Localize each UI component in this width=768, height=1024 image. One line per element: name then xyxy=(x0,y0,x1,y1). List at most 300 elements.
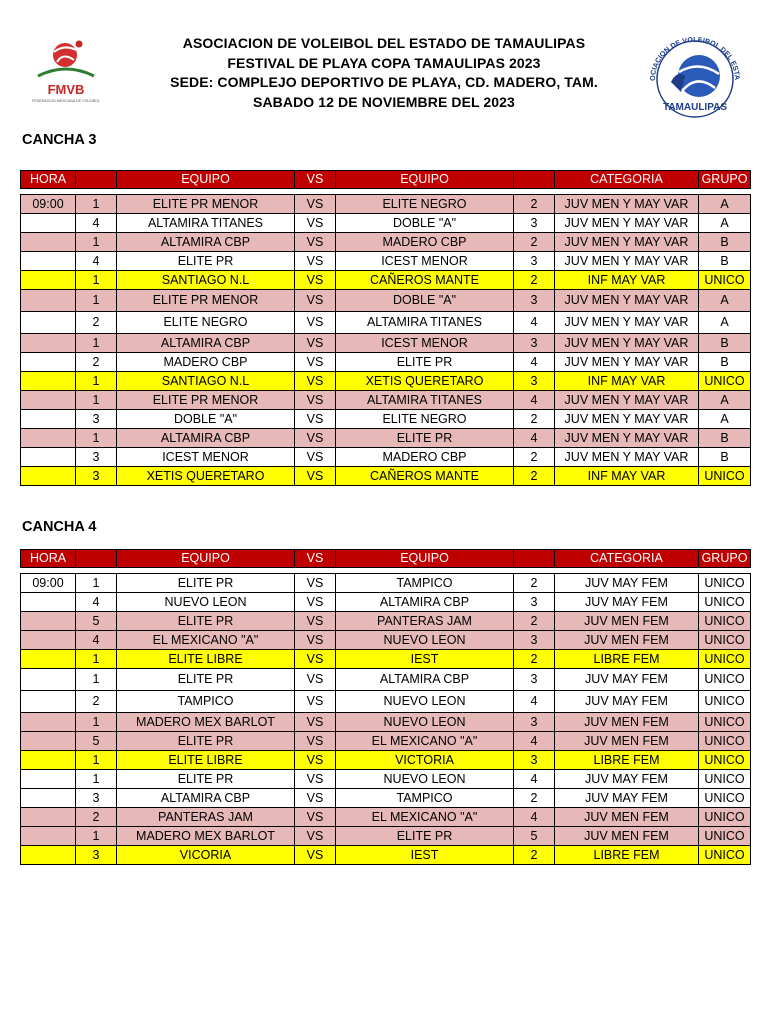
match-hora-cell xyxy=(21,669,76,691)
match-team2-cell: ALTAMIRA CBP xyxy=(336,593,514,612)
match-category-cell: JUV MEN FEM xyxy=(555,808,699,827)
match-team2-number-cell: 3 xyxy=(514,372,555,391)
match-team2-cell: ICEST MENOR xyxy=(336,334,514,353)
logo-tamaulipas-text: TAMAULIPAS xyxy=(662,102,728,113)
match-team1-number-cell: 5 xyxy=(76,612,117,631)
court-4-schedule-table xyxy=(20,549,751,865)
court-3-title: CANCHA 3 xyxy=(22,132,97,148)
match-row xyxy=(21,669,751,691)
match-hora-cell xyxy=(21,391,76,410)
match-vs-cell: VS xyxy=(295,808,336,827)
match-team2-cell: NUEVO LEON xyxy=(336,713,514,732)
match-team1-number-cell: 3 xyxy=(76,789,117,808)
match-category-cell: JUV MEN FEM xyxy=(555,612,699,631)
match-vs-cell: VS xyxy=(295,669,336,691)
match-team2-number-cell: 3 xyxy=(514,751,555,770)
column-header-team1-number xyxy=(76,550,117,568)
match-hora-cell xyxy=(21,334,76,353)
match-team2-number-cell: 2 xyxy=(514,650,555,669)
match-team1-number-cell: 5 xyxy=(76,732,117,751)
column-header-hora: HORA xyxy=(21,171,76,189)
match-category-cell: JUV MAY FEM xyxy=(555,789,699,808)
match-hora-cell: 09:00 xyxy=(21,195,76,214)
match-team1-cell: SANTIAGO N.L xyxy=(117,271,295,290)
match-team2-number-cell: 2 xyxy=(514,448,555,467)
match-team2-number-cell: 4 xyxy=(514,312,555,334)
match-group-cell: UNICO xyxy=(699,713,751,732)
match-team2-cell: MADERO CBP xyxy=(336,448,514,467)
match-hora-cell xyxy=(21,233,76,252)
match-group-cell: UNICO xyxy=(699,467,751,486)
match-team2-cell: ALTAMIRA TITANES xyxy=(336,391,514,410)
match-team2-number-cell: 4 xyxy=(514,353,555,372)
match-group-cell: UNICO xyxy=(699,846,751,865)
match-category-cell: JUV MEN FEM xyxy=(555,827,699,846)
match-category-cell: JUV MEN Y MAY VAR xyxy=(555,312,699,334)
match-category-cell: JUV MEN FEM xyxy=(555,732,699,751)
match-group-cell: B xyxy=(699,334,751,353)
match-category-cell: JUV MEN Y MAY VAR xyxy=(555,290,699,312)
match-team2-number-cell: 4 xyxy=(514,732,555,751)
match-vs-cell: VS xyxy=(295,770,336,789)
match-row xyxy=(21,770,751,789)
match-team2-cell: PANTERAS JAM xyxy=(336,612,514,631)
match-team1-cell: MADERO MEX BARLOT xyxy=(117,827,295,846)
match-vs-cell: VS xyxy=(295,391,336,410)
match-team1-cell: DOBLE "A" xyxy=(117,410,295,429)
match-team1-cell: EL MEXICANO "A" xyxy=(117,631,295,650)
match-row xyxy=(21,467,751,486)
match-team1-number-cell: 3 xyxy=(76,846,117,865)
match-team1-number-cell: 1 xyxy=(76,770,117,789)
column-header-team2-number xyxy=(514,550,555,568)
match-team2-cell: TAMPICO xyxy=(336,574,514,593)
header-association: ASOCIACION DE VOLEIBOL DEL ESTADO DE TAMAULIPAS xyxy=(182,35,586,51)
match-team1-cell: ELITE PR xyxy=(117,669,295,691)
match-category-cell: LIBRE FEM xyxy=(555,751,699,770)
match-group-cell: A xyxy=(699,410,751,429)
match-team2-number-cell: 3 xyxy=(514,713,555,732)
match-team2-number-cell: 2 xyxy=(514,574,555,593)
match-vs-cell: VS xyxy=(295,252,336,271)
match-vs-cell: VS xyxy=(295,448,336,467)
column-header-team1: EQUIPO xyxy=(117,171,295,189)
match-vs-cell: VS xyxy=(295,271,336,290)
match-vs-cell: VS xyxy=(295,691,336,713)
match-team2-number-cell: 3 xyxy=(514,669,555,691)
match-team1-number-cell: 4 xyxy=(76,252,117,271)
match-team1-cell: MADERO CBP xyxy=(117,353,295,372)
match-team2-number-cell: 2 xyxy=(514,271,555,290)
match-team2-cell: EL MEXICANO "A" xyxy=(336,808,514,827)
match-category-cell: JUV MEN Y MAY VAR xyxy=(555,391,699,410)
match-group-cell: B xyxy=(699,252,751,271)
match-team2-cell: IEST xyxy=(336,650,514,669)
match-row xyxy=(21,214,751,233)
match-category-cell: JUV MEN Y MAY VAR xyxy=(555,233,699,252)
match-row xyxy=(21,391,751,410)
match-team2-number-cell: 4 xyxy=(514,691,555,713)
match-team2-number-cell: 2 xyxy=(514,233,555,252)
table-header-row xyxy=(21,171,751,189)
document-header xyxy=(0,34,768,112)
match-hora-cell xyxy=(21,808,76,827)
match-team1-number-cell: 1 xyxy=(76,334,117,353)
match-group-cell: UNICO xyxy=(699,691,751,713)
match-team1-number-cell: 1 xyxy=(76,827,117,846)
match-hora-cell xyxy=(21,372,76,391)
match-team2-cell: ELITE PR xyxy=(336,827,514,846)
match-team1-number-cell: 2 xyxy=(76,312,117,334)
match-vs-cell: VS xyxy=(295,214,336,233)
column-header-category: CATEGORIA xyxy=(555,550,699,568)
match-hora-cell xyxy=(21,467,76,486)
match-team1-number-cell: 1 xyxy=(76,429,117,448)
match-team1-number-cell: 3 xyxy=(76,448,117,467)
match-row xyxy=(21,732,751,751)
match-row xyxy=(21,846,751,865)
match-hora-cell xyxy=(21,448,76,467)
match-team1-number-cell: 1 xyxy=(76,574,117,593)
match-team1-cell: ELITE PR xyxy=(117,574,295,593)
match-vs-cell: VS xyxy=(295,290,336,312)
match-team1-number-cell: 3 xyxy=(76,467,117,486)
header-festival: FESTIVAL DE PLAYA COPA TAMAULIPAS 2023 xyxy=(227,54,541,71)
match-team1-cell: VICORIA xyxy=(117,846,295,865)
match-vs-cell: VS xyxy=(295,827,336,846)
match-category-cell: JUV MEN Y MAY VAR xyxy=(555,214,699,233)
match-row xyxy=(21,631,751,650)
match-row xyxy=(21,808,751,827)
header-date: SABADO 12 DE NOVIEMBRE DEL 2023 xyxy=(253,93,515,110)
match-vs-cell: VS xyxy=(295,353,336,372)
match-vs-cell: VS xyxy=(295,650,336,669)
match-vs-cell: VS xyxy=(295,631,336,650)
match-team1-cell: ELITE LIBRE xyxy=(117,650,295,669)
match-team2-cell: CAÑEROS MANTE xyxy=(336,271,514,290)
match-team2-number-cell: 3 xyxy=(514,214,555,233)
match-hora-cell xyxy=(21,214,76,233)
match-vs-cell: VS xyxy=(295,312,336,334)
match-team1-number-cell: 2 xyxy=(76,353,117,372)
match-team2-number-cell: 2 xyxy=(514,846,555,865)
match-team1-cell: ELITE PR xyxy=(117,252,295,271)
match-hora-cell xyxy=(21,751,76,770)
match-row xyxy=(21,827,751,846)
match-row xyxy=(21,713,751,732)
match-hora-cell xyxy=(21,312,76,334)
match-category-cell: INF MAY VAR xyxy=(555,372,699,391)
match-hora-cell xyxy=(21,593,76,612)
match-team2-number-cell: 3 xyxy=(514,252,555,271)
match-row xyxy=(21,312,751,334)
match-team1-number-cell: 1 xyxy=(76,195,117,214)
match-team2-cell: NUEVO LEON xyxy=(336,631,514,650)
match-team1-cell: ELITE PR xyxy=(117,732,295,751)
match-team1-number-cell: 1 xyxy=(76,290,117,312)
match-team2-number-cell: 2 xyxy=(514,410,555,429)
match-team2-number-cell: 3 xyxy=(514,593,555,612)
match-vs-cell: VS xyxy=(295,593,336,612)
match-team2-cell: CAÑEROS MANTE xyxy=(336,467,514,486)
match-group-cell: UNICO xyxy=(699,593,751,612)
match-group-cell: UNICO xyxy=(699,751,751,770)
match-vs-cell: VS xyxy=(295,372,336,391)
match-vs-cell: VS xyxy=(295,467,336,486)
match-team2-number-cell: 2 xyxy=(514,612,555,631)
match-team2-cell: ELITE NEGRO xyxy=(336,195,514,214)
match-team2-number-cell: 4 xyxy=(514,808,555,827)
logo-arc-text: OCIACION DE VOLEIBOL DEL ESTA xyxy=(647,34,743,82)
match-category-cell: JUV MAY FEM xyxy=(555,669,699,691)
match-team2-cell: MADERO CBP xyxy=(336,233,514,252)
match-category-cell: LIBRE FEM xyxy=(555,650,699,669)
match-team1-cell: ELITE PR MENOR xyxy=(117,391,295,410)
match-team1-number-cell: 1 xyxy=(76,372,117,391)
match-team1-number-cell: 1 xyxy=(76,650,117,669)
match-team2-number-cell: 4 xyxy=(514,429,555,448)
match-group-cell: UNICO xyxy=(699,732,751,751)
match-row xyxy=(21,290,751,312)
match-team1-cell: ELITE PR xyxy=(117,612,295,631)
match-hora-cell xyxy=(21,290,76,312)
match-team1-cell: ELITE PR MENOR xyxy=(117,195,295,214)
match-team1-number-cell: 1 xyxy=(76,669,117,691)
match-hora-cell xyxy=(21,846,76,865)
match-team2-cell: IEST xyxy=(336,846,514,865)
match-row xyxy=(21,789,751,808)
match-team2-number-cell: 3 xyxy=(514,334,555,353)
match-hora-cell xyxy=(21,789,76,808)
match-team1-number-cell: 2 xyxy=(76,808,117,827)
match-category-cell: JUV MAY FEM xyxy=(555,770,699,789)
match-row xyxy=(21,410,751,429)
match-row xyxy=(21,252,751,271)
match-vs-cell: VS xyxy=(295,713,336,732)
match-hora-cell xyxy=(21,732,76,751)
match-team1-number-cell: 1 xyxy=(76,271,117,290)
match-team2-cell: DOBLE "A" xyxy=(336,290,514,312)
match-vs-cell: VS xyxy=(295,410,336,429)
match-team1-cell: ALTAMIRA TITANES xyxy=(117,214,295,233)
column-header-category: CATEGORIA xyxy=(555,171,699,189)
match-team2-cell: ELITE NEGRO xyxy=(336,410,514,429)
column-header-vs: VS xyxy=(295,550,336,568)
match-row xyxy=(21,448,751,467)
match-category-cell: JUV MAY FEM xyxy=(555,574,699,593)
match-team2-cell: NUEVO LEON xyxy=(336,770,514,789)
match-hora-cell xyxy=(21,650,76,669)
match-group-cell: UNICO xyxy=(699,574,751,593)
match-vs-cell: VS xyxy=(295,789,336,808)
match-row xyxy=(21,593,751,612)
column-header-team2: EQUIPO xyxy=(336,550,514,568)
match-hora-cell xyxy=(21,691,76,713)
match-category-cell: JUV MAY FEM xyxy=(555,593,699,612)
match-category-cell: LIBRE FEM xyxy=(555,846,699,865)
match-row xyxy=(21,751,751,770)
match-team2-number-cell: 5 xyxy=(514,827,555,846)
match-group-cell: UNICO xyxy=(699,827,751,846)
match-group-cell: UNICO xyxy=(699,612,751,631)
match-group-cell: UNICO xyxy=(699,372,751,391)
column-header-vs: VS xyxy=(295,171,336,189)
match-team1-number-cell: 1 xyxy=(76,713,117,732)
match-category-cell: JUV MEN Y MAY VAR xyxy=(555,429,699,448)
match-team2-cell: NUEVO LEON xyxy=(336,691,514,713)
match-row xyxy=(21,334,751,353)
match-category-cell: JUV MAY FEM xyxy=(555,691,699,713)
match-group-cell: B xyxy=(699,353,751,372)
match-group-cell: A xyxy=(699,214,751,233)
match-hora-cell: 09:00 xyxy=(21,574,76,593)
match-team1-cell: ALTAMIRA CBP xyxy=(117,334,295,353)
match-team1-number-cell: 2 xyxy=(76,691,117,713)
match-team1-cell: ELITE PR xyxy=(117,770,295,789)
match-team1-cell: ICEST MENOR xyxy=(117,448,295,467)
match-category-cell: JUV MEN Y MAY VAR xyxy=(555,448,699,467)
match-row xyxy=(21,574,751,593)
column-header-team2: EQUIPO xyxy=(336,171,514,189)
match-row xyxy=(21,372,751,391)
match-row xyxy=(21,691,751,713)
match-vs-cell: VS xyxy=(295,612,336,631)
match-team2-cell: ELITE PR xyxy=(336,353,514,372)
match-team2-cell: ALTAMIRA TITANES xyxy=(336,312,514,334)
match-team1-cell: MADERO MEX BARLOT xyxy=(117,713,295,732)
match-group-cell: UNICO xyxy=(699,631,751,650)
match-row xyxy=(21,650,751,669)
match-group-cell: A xyxy=(699,290,751,312)
match-team1-cell: XETIS QUERETARO xyxy=(117,467,295,486)
match-team2-number-cell: 2 xyxy=(514,789,555,808)
court-3-schedule-table xyxy=(20,170,751,486)
match-team1-number-cell: 4 xyxy=(76,214,117,233)
match-group-cell: UNICO xyxy=(699,650,751,669)
match-category-cell: JUV MEN Y MAY VAR xyxy=(555,410,699,429)
match-team2-cell: DOBLE "A" xyxy=(336,214,514,233)
fmvb-logo-text: FMVB xyxy=(47,82,85,97)
match-vs-cell: VS xyxy=(295,195,336,214)
match-team1-cell: ALTAMIRA CBP xyxy=(117,429,295,448)
match-row xyxy=(21,233,751,252)
match-team1-cell: SANTIAGO N.L xyxy=(117,372,295,391)
fmvb-logo-subtext: FEDERACION MEXICANA DE VOLEIBOL xyxy=(32,99,100,103)
match-category-cell: JUV MEN FEM xyxy=(555,713,699,732)
match-category-cell: INF MAY VAR xyxy=(555,271,699,290)
match-group-cell: UNICO xyxy=(699,789,751,808)
match-team1-cell: ALTAMIRA CBP xyxy=(117,233,295,252)
match-group-cell: B xyxy=(699,429,751,448)
match-vs-cell: VS xyxy=(295,429,336,448)
match-vs-cell: VS xyxy=(295,233,336,252)
match-team1-number-cell: 1 xyxy=(76,751,117,770)
match-team1-number-cell: 4 xyxy=(76,631,117,650)
match-row xyxy=(21,612,751,631)
match-category-cell: JUV MEN FEM xyxy=(555,631,699,650)
match-team1-number-cell: 1 xyxy=(76,233,117,252)
match-team1-cell: ELITE NEGRO xyxy=(117,312,295,334)
match-hora-cell xyxy=(21,631,76,650)
match-vs-cell: VS xyxy=(295,846,336,865)
match-vs-cell: VS xyxy=(295,574,336,593)
match-hora-cell xyxy=(21,252,76,271)
match-row xyxy=(21,271,751,290)
match-hora-cell xyxy=(21,429,76,448)
column-header-group: GRUPO xyxy=(699,171,751,189)
match-team2-cell: ALTAMIRA CBP xyxy=(336,669,514,691)
column-header-team1: EQUIPO xyxy=(117,550,295,568)
match-group-cell: B xyxy=(699,448,751,467)
match-group-cell: A xyxy=(699,195,751,214)
court-4-title: CANCHA 4 xyxy=(22,519,97,535)
match-hora-cell xyxy=(21,271,76,290)
match-team2-number-cell: 2 xyxy=(514,467,555,486)
match-group-cell: UNICO xyxy=(699,808,751,827)
match-team2-number-cell: 3 xyxy=(514,631,555,650)
match-team2-cell: XETIS QUERETARO xyxy=(336,372,514,391)
match-category-cell: JUV MEN Y MAY VAR xyxy=(555,353,699,372)
match-team1-cell: ALTAMIRA CBP xyxy=(117,789,295,808)
match-group-cell: UNICO xyxy=(699,770,751,789)
match-team1-number-cell: 1 xyxy=(76,391,117,410)
match-team2-number-cell: 4 xyxy=(514,391,555,410)
match-team2-cell: VICTORIA xyxy=(336,751,514,770)
match-team1-cell: PANTERAS JAM xyxy=(117,808,295,827)
column-header-hora: HORA xyxy=(21,550,76,568)
match-team2-number-cell: 2 xyxy=(514,195,555,214)
column-header-team1-number xyxy=(76,171,117,189)
table-header-row xyxy=(21,550,751,568)
match-team2-number-cell: 4 xyxy=(514,770,555,789)
match-team2-cell: EL MEXICANO "A" xyxy=(336,732,514,751)
match-team1-cell: ELITE LIBRE xyxy=(117,751,295,770)
match-group-cell: A xyxy=(699,312,751,334)
match-team2-cell: TAMPICO xyxy=(336,789,514,808)
match-category-cell: INF MAY VAR xyxy=(555,467,699,486)
match-group-cell: B xyxy=(699,233,751,252)
match-hora-cell xyxy=(21,713,76,732)
match-hora-cell xyxy=(21,353,76,372)
match-team1-cell: ELITE PR MENOR xyxy=(117,290,295,312)
match-row xyxy=(21,195,751,214)
match-team1-number-cell: 4 xyxy=(76,593,117,612)
match-vs-cell: VS xyxy=(295,751,336,770)
match-group-cell: UNICO xyxy=(699,669,751,691)
match-row xyxy=(21,429,751,448)
match-group-cell: UNICO xyxy=(699,271,751,290)
match-vs-cell: VS xyxy=(295,334,336,353)
match-category-cell: JUV MEN Y MAY VAR xyxy=(555,252,699,271)
match-category-cell: JUV MEN Y MAY VAR xyxy=(555,195,699,214)
match-vs-cell: VS xyxy=(295,732,336,751)
match-group-cell: A xyxy=(699,391,751,410)
match-hora-cell xyxy=(21,770,76,789)
match-team1-cell: NUEVO LEON xyxy=(117,593,295,612)
match-category-cell: JUV MEN Y MAY VAR xyxy=(555,334,699,353)
match-team2-cell: ICEST MENOR xyxy=(336,252,514,271)
column-header-team2-number xyxy=(514,171,555,189)
match-team2-number-cell: 3 xyxy=(514,290,555,312)
match-team1-number-cell: 3 xyxy=(76,410,117,429)
match-row xyxy=(21,353,751,372)
match-team2-cell: ELITE PR xyxy=(336,429,514,448)
match-hora-cell xyxy=(21,410,76,429)
match-hora-cell xyxy=(21,612,76,631)
match-hora-cell xyxy=(21,827,76,846)
column-header-group: GRUPO xyxy=(699,550,751,568)
match-team1-cell: TAMPICO xyxy=(117,691,295,713)
